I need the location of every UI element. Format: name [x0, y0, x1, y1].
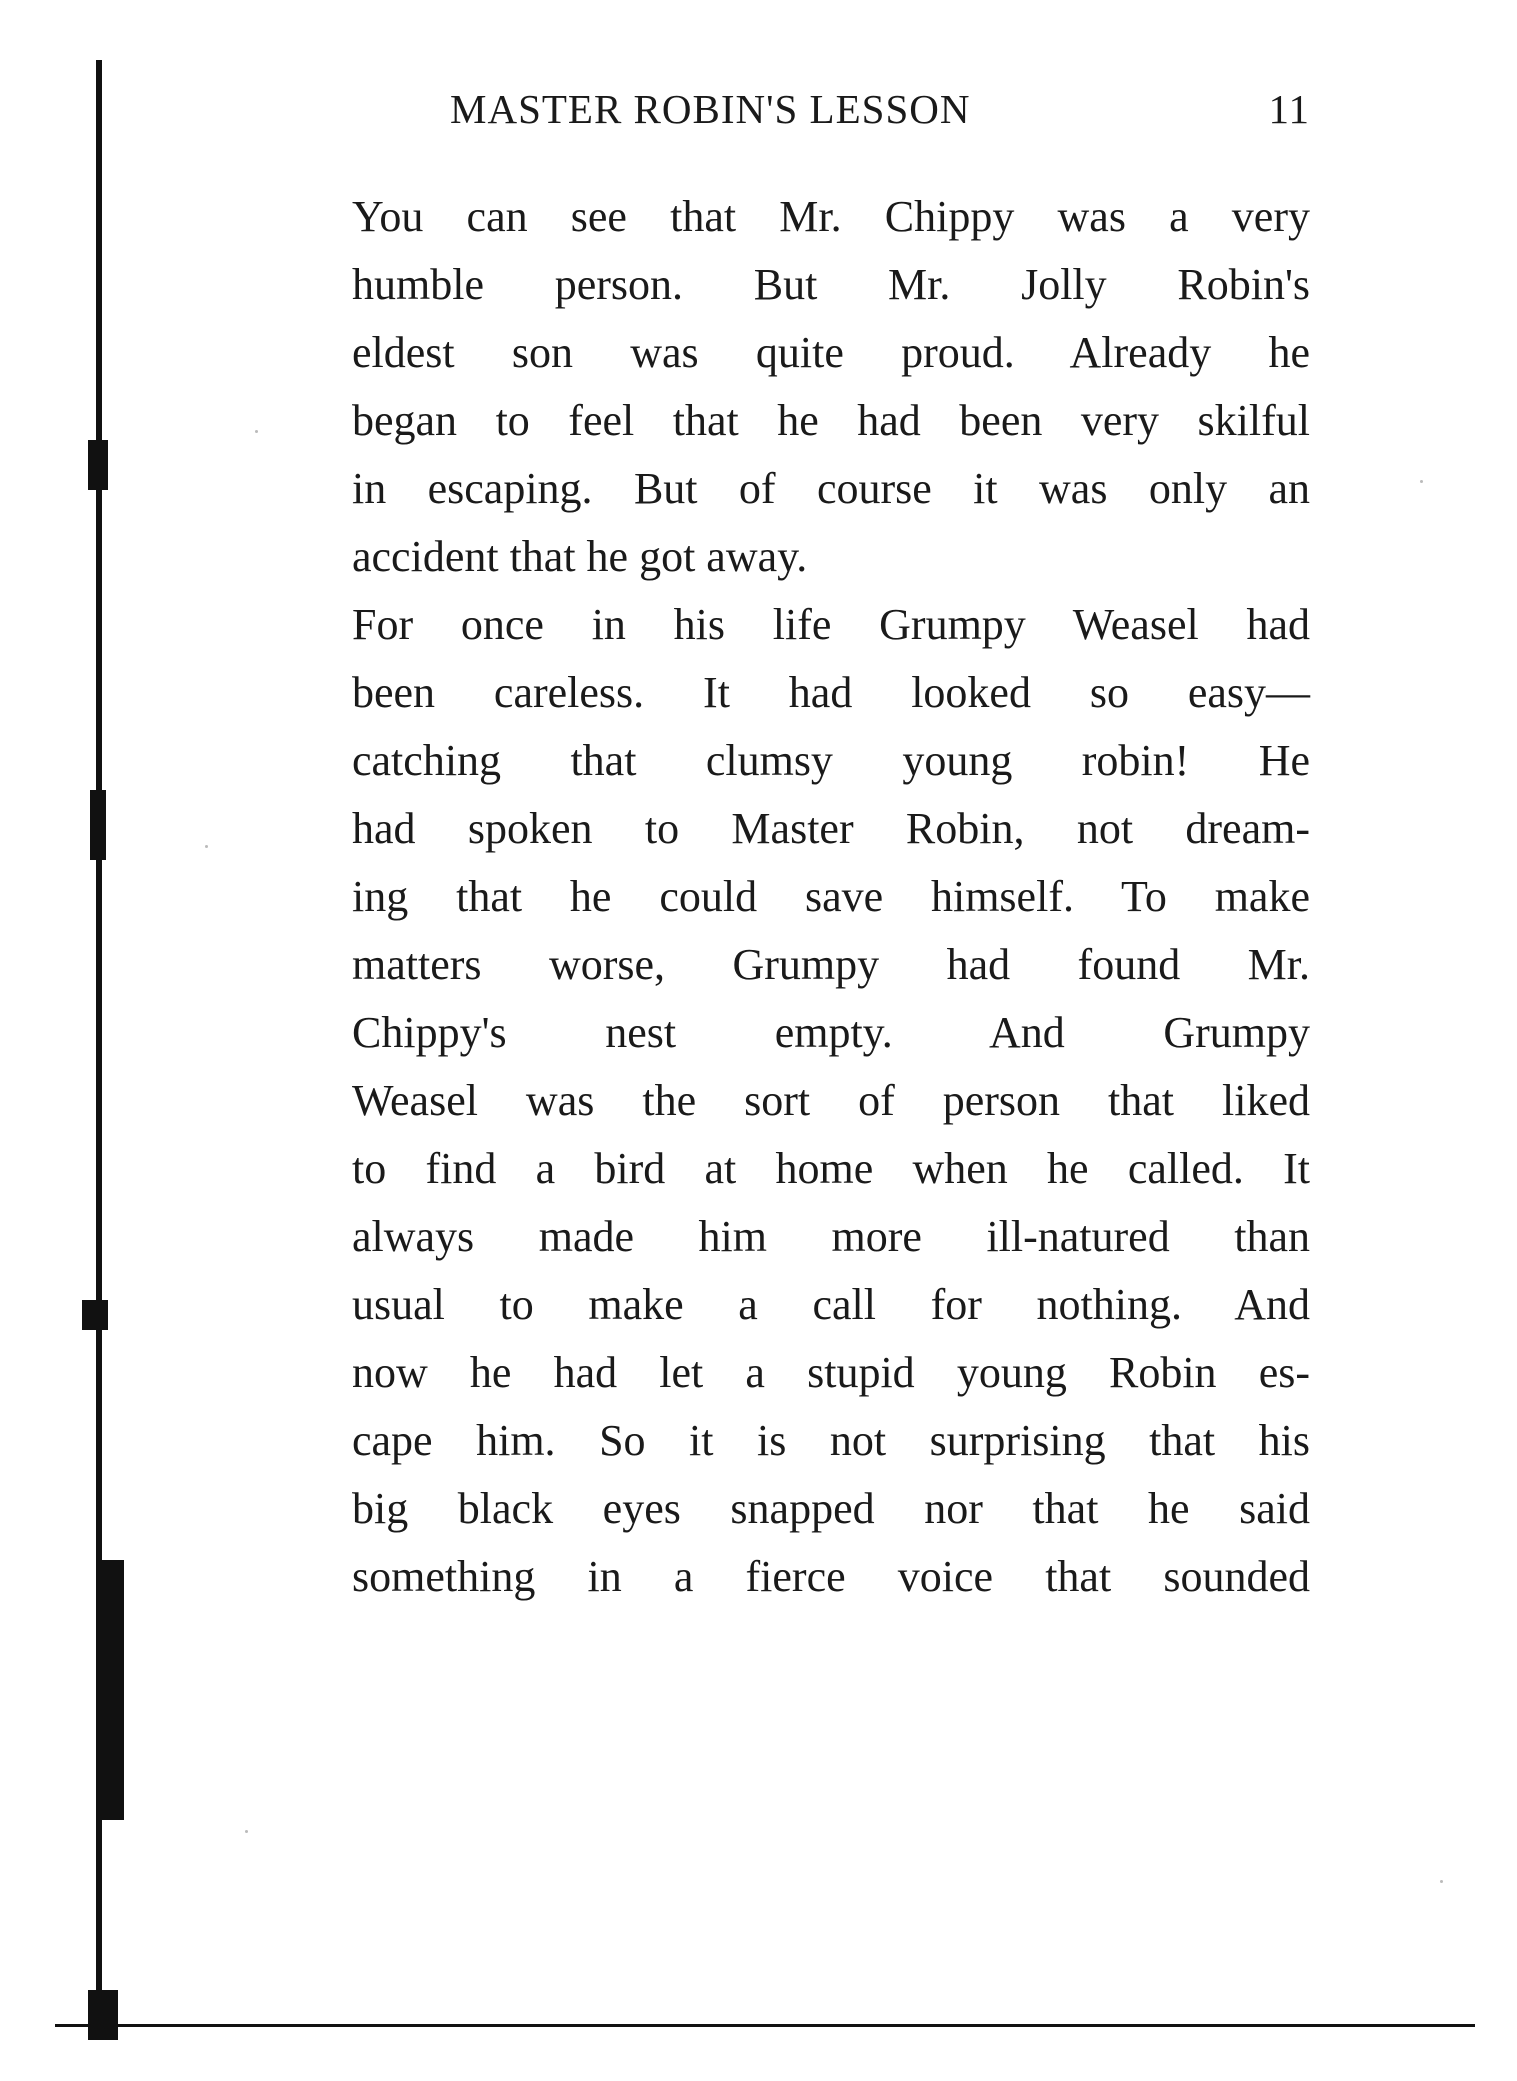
scan-speck	[1440, 1880, 1443, 1883]
text-line: in escaping. But of course it was only an	[352, 464, 1310, 513]
body-text	[352, 183, 1310, 1611]
scan-speck	[255, 430, 258, 433]
binding-mark	[98, 1560, 124, 1820]
text-line: always made him more ill-natured than	[352, 1212, 1310, 1261]
text-line: began to feel that he had been very skilful	[352, 396, 1310, 445]
text-line: had spoken to Master Robin, not dream-	[352, 804, 1310, 853]
scan-speck	[1420, 480, 1423, 483]
scan-speck	[245, 1830, 248, 1833]
binding-mark	[88, 1990, 118, 2040]
paragraph	[352, 183, 1310, 591]
text-line: big black eyes snapped nor that he said	[352, 1484, 1310, 1533]
text-line: been careless. It had looked so easy—	[352, 668, 1310, 717]
text-line: to find a bird at home when he called. It	[352, 1144, 1310, 1193]
binding-mark	[82, 1300, 108, 1330]
text-line: Chippy's nest empty. And Grumpy	[352, 1008, 1310, 1057]
page-number: 11	[1268, 86, 1310, 132]
text-line: Weasel was the sort of person that liked	[352, 1076, 1310, 1125]
binding-mark	[90, 790, 106, 860]
text-line: humble person. But Mr. Jolly Robin's	[352, 260, 1310, 309]
text-line: You can see that Mr. Chippy was a very	[352, 192, 1310, 241]
binding-mark	[88, 440, 108, 490]
paragraph	[352, 591, 1310, 1611]
scan-speck	[205, 845, 208, 848]
bottom-rule	[55, 2024, 1475, 2027]
text-line: something in a fierce voice that sounded	[352, 1552, 1310, 1601]
text-line: catching that clumsy young robin! He	[352, 736, 1310, 785]
text-line: accident that he got away.	[352, 532, 808, 581]
text-line: cape him. So it is not surprising that his	[352, 1416, 1310, 1465]
text-line: matters worse, Grumpy had found Mr.	[352, 940, 1310, 989]
text-line: eldest son was quite proud. Already he	[352, 328, 1310, 377]
text-line: For once in his life Grumpy Weasel had	[352, 600, 1310, 649]
running-title: MASTER ROBIN'S LESSON	[450, 86, 971, 132]
text-line: ing that he could save himself. To make	[352, 872, 1310, 921]
text-line: now he had let a stupid young Robin es-	[352, 1348, 1310, 1397]
binding-edge	[88, 60, 110, 2040]
text-line: usual to make a call for nothing. And	[352, 1280, 1310, 1329]
running-header	[450, 85, 1310, 133]
